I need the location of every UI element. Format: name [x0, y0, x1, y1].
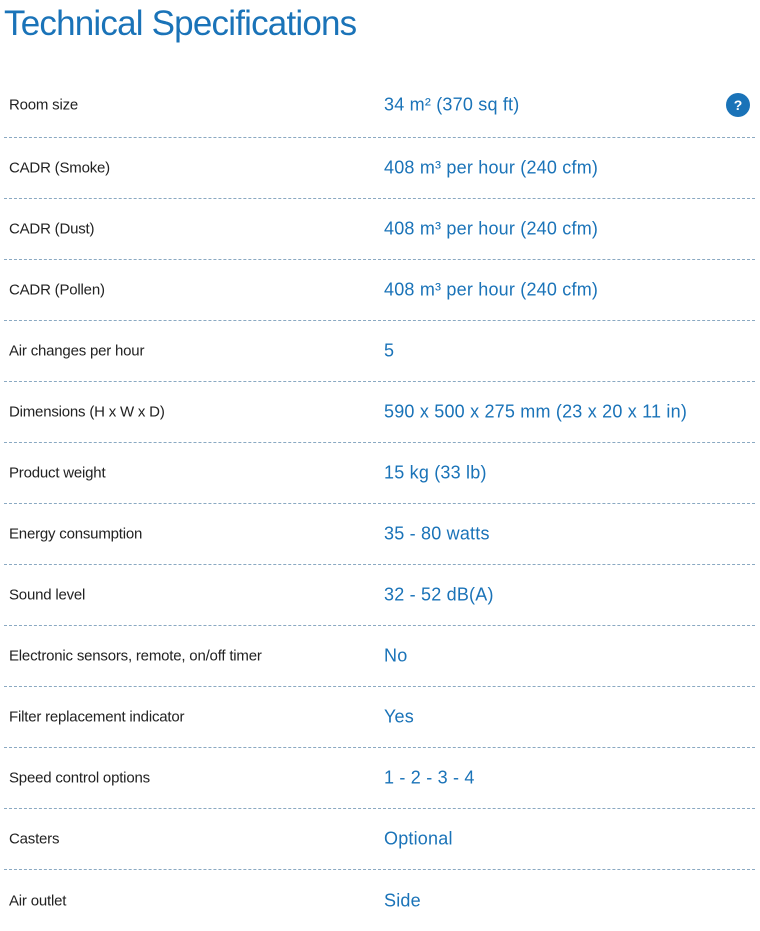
spec-value: 5	[384, 340, 395, 361]
spec-row-cadr-smoke	[4, 138, 755, 199]
spec-value: Yes	[384, 706, 414, 727]
spec-row-energy-consumption	[4, 504, 755, 565]
spec-row-dimensions	[4, 382, 755, 443]
spec-value: 15 kg (33 lb)	[384, 462, 487, 483]
spec-row-speed-control	[4, 748, 755, 809]
spec-table	[4, 73, 755, 931]
spec-row-electronic-sensors	[4, 626, 755, 687]
spec-label: CADR (Dust)	[9, 220, 95, 238]
spec-label: Air outlet	[9, 892, 67, 909]
page-title: Technical Specifications	[4, 4, 357, 43]
spec-value: 32 - 52 dB(A)	[384, 584, 494, 605]
spec-label: Filter replacement indicator	[9, 708, 185, 726]
spec-value: Optional	[384, 828, 453, 849]
spec-label: CADR (Pollen)	[9, 281, 105, 299]
spec-label: CADR (Smoke)	[9, 159, 110, 177]
spec-label: Casters	[9, 830, 60, 848]
spec-row-filter-indicator	[4, 687, 755, 748]
spec-row-cadr-dust	[4, 199, 755, 260]
spec-label: Product weight	[9, 464, 106, 482]
spec-value: No	[384, 645, 408, 666]
spec-row-casters	[4, 809, 755, 870]
spec-label: Dimensions (H x W x D)	[9, 403, 165, 421]
spec-label: Electronic sensors, remote, on/off timer	[9, 647, 262, 665]
spec-value: 408 m³ per hour (240 cfm)	[384, 279, 599, 300]
spec-value: 408 m³ per hour (240 cfm)	[384, 218, 599, 239]
spec-value: Side	[384, 890, 421, 910]
spec-label: Energy consumption	[9, 525, 143, 543]
spec-value: 34 m² (370 sq ft)	[384, 94, 520, 115]
spec-row-air-changes	[4, 321, 755, 382]
spec-row-air-outlet	[4, 870, 755, 931]
spec-value: 590 x 500 x 275 mm (23 x 20 x 11 in)	[384, 401, 688, 422]
spec-label: Room size	[9, 96, 79, 114]
spec-row-sound-level	[4, 565, 755, 626]
spec-value: 1 - 2 - 3 - 4	[384, 767, 475, 788]
spec-row-product-weight	[4, 443, 755, 504]
question-circle-icon[interactable]: ?	[726, 93, 750, 117]
spec-value: 408 m³ per hour (240 cfm)	[384, 157, 599, 178]
spec-row-room-size	[4, 73, 755, 138]
spec-label: Speed control options	[9, 769, 150, 787]
spec-row-cadr-pollen	[4, 260, 755, 321]
spec-label: Sound level	[9, 586, 86, 604]
spec-value: 35 - 80 watts	[384, 523, 490, 544]
spec-label: Air changes per hour	[9, 342, 145, 360]
